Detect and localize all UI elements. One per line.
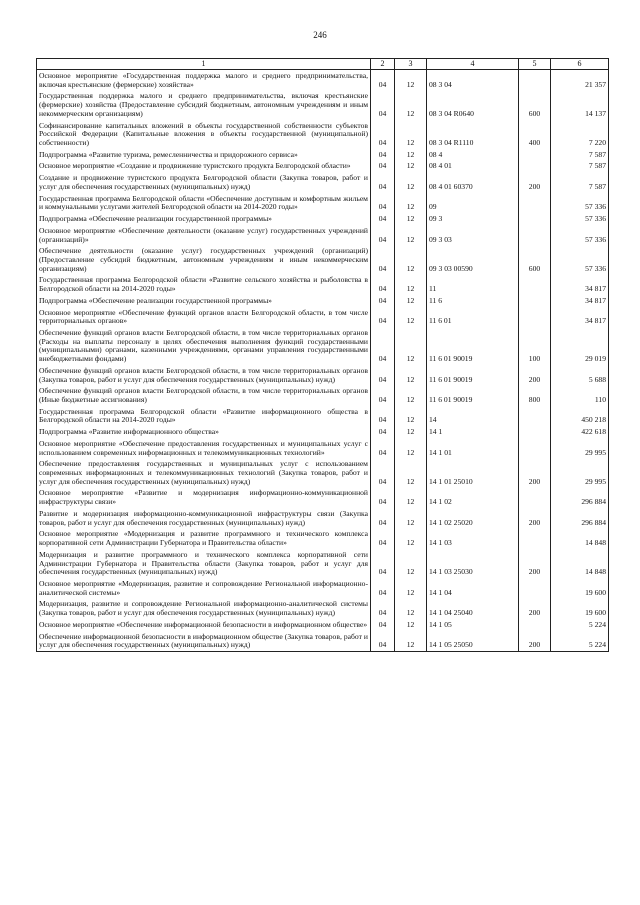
row-target-code: 08 4 01 60370 bbox=[427, 172, 519, 192]
row-amount: 296 884 bbox=[551, 487, 609, 507]
row-amount: 57 336 bbox=[551, 245, 609, 274]
table-row bbox=[37, 149, 609, 161]
row-subsection: 12 bbox=[395, 406, 427, 426]
row-amount: 14 137 bbox=[551, 90, 609, 119]
row-name: Обеспечение функций органов власти Белгородской области, в том числе территориальных органов (Расходы на выплаты персоналу в целях обеспечения выполнения функций государственными (муниципальными) органами, казенными учреждениями, органами управления государственными внебюджетными фондами) bbox=[37, 327, 371, 365]
row-amount: 14 848 bbox=[551, 528, 609, 548]
row-subsection: 12 bbox=[395, 160, 427, 172]
row-subsection: 12 bbox=[395, 528, 427, 548]
row-amount: 19 600 bbox=[551, 578, 609, 598]
row-target-code: 11 6 bbox=[427, 295, 519, 307]
row-expense-type: 200 bbox=[519, 598, 551, 618]
row-amount: 14 848 bbox=[551, 549, 609, 578]
row-amount: 110 bbox=[551, 385, 609, 405]
budget-table bbox=[36, 58, 609, 652]
row-expense-type: 200 bbox=[519, 458, 551, 487]
row-expense-type: 200 bbox=[519, 508, 551, 528]
row-name: Модернизация и развитие программного и технического комплекса корпоративной сети Администрации Губернатора и Правительства области (Закупка товаров, работ и услуг для обеспечения государственных (муниципальных) нужд) bbox=[37, 549, 371, 578]
row-subsection: 12 bbox=[395, 120, 427, 149]
header-col-1: 1 bbox=[37, 59, 371, 70]
row-subsection: 12 bbox=[395, 578, 427, 598]
row-section: 04 bbox=[371, 193, 395, 213]
row-amount: 5 224 bbox=[551, 619, 609, 631]
row-subsection: 12 bbox=[395, 307, 427, 327]
table-row bbox=[37, 225, 609, 245]
row-section: 04 bbox=[371, 458, 395, 487]
row-amount: 34 817 bbox=[551, 307, 609, 327]
row-name: Государственная программа Белгородской области «Развитие информационного общества в Белгородской области на 2014-2020 годы» bbox=[37, 406, 371, 426]
table-row bbox=[37, 619, 609, 631]
row-target-code: 14 bbox=[427, 406, 519, 426]
row-name: Основное мероприятие «Государственная поддержка малого и среднего предпринимательства, включая крестьянские (фермерские) хозяйства» bbox=[37, 70, 371, 91]
row-subsection: 12 bbox=[395, 549, 427, 578]
row-subsection: 12 bbox=[395, 385, 427, 405]
row-target-code: 14 1 02 bbox=[427, 487, 519, 507]
row-amount: 29 019 bbox=[551, 327, 609, 365]
table-row bbox=[37, 406, 609, 426]
header-col-6: 6 bbox=[551, 59, 609, 70]
row-section: 04 bbox=[371, 631, 395, 652]
row-target-code: 14 1 01 bbox=[427, 438, 519, 458]
row-target-code: 11 6 01 90019 bbox=[427, 327, 519, 365]
row-expense-type bbox=[519, 213, 551, 225]
row-target-code: 11 6 01 bbox=[427, 307, 519, 327]
table-header-row bbox=[37, 59, 609, 70]
row-expense-type: 100 bbox=[519, 327, 551, 365]
row-name: Основное мероприятие «Обеспечение деятельности (оказание услуг) государственных учреждений (организаций)» bbox=[37, 225, 371, 245]
row-expense-type bbox=[519, 193, 551, 213]
table-row bbox=[37, 631, 609, 652]
row-name: Обеспечение информационной безопасности в информационном обществе (Закупка товаров, работ и услуг для обеспечения государственных (муниципальных) нужд) bbox=[37, 631, 371, 652]
row-section: 04 bbox=[371, 213, 395, 225]
row-section: 04 bbox=[371, 327, 395, 365]
table-row bbox=[37, 458, 609, 487]
row-subsection: 12 bbox=[395, 245, 427, 274]
row-name: Обеспечение функций органов власти Белгородской области, в том числе территориальных органов (Закупка товаров, работ и услуг для обеспечения государственных (муниципальных) нужд) bbox=[37, 365, 371, 385]
row-target-code: 08 4 01 bbox=[427, 160, 519, 172]
row-amount: 29 995 bbox=[551, 458, 609, 487]
row-target-code: 14 1 01 25010 bbox=[427, 458, 519, 487]
row-section: 04 bbox=[371, 90, 395, 119]
row-target-code: 14 1 05 25050 bbox=[427, 631, 519, 652]
row-target-code: 11 6 01 90019 bbox=[427, 365, 519, 385]
row-subsection: 12 bbox=[395, 274, 427, 294]
row-target-code: 14 1 04 bbox=[427, 578, 519, 598]
row-amount: 57 336 bbox=[551, 225, 609, 245]
row-name: Государственная программа Белгородской области «Обеспечение доступным и комфортным жильем и коммунальными услугами жителей Белгородской области на 2014-2020 годы» bbox=[37, 193, 371, 213]
row-expense-type: 600 bbox=[519, 90, 551, 119]
row-amount: 5 688 bbox=[551, 365, 609, 385]
row-section: 04 bbox=[371, 619, 395, 631]
row-subsection: 12 bbox=[395, 295, 427, 307]
row-target-code: 08 3 04 bbox=[427, 70, 519, 91]
row-section: 04 bbox=[371, 295, 395, 307]
row-section: 04 bbox=[371, 120, 395, 149]
row-subsection: 12 bbox=[395, 598, 427, 618]
row-expense-type bbox=[519, 406, 551, 426]
row-name: Обеспечение предоставления государственных и муниципальных услуг с использованием современных информационных и телекоммуникационных технологий (Закупка товаров, работ и услуг для обеспечения государственных (муниципальных) нужд) bbox=[37, 458, 371, 487]
row-section: 04 bbox=[371, 149, 395, 161]
row-expense-type bbox=[519, 426, 551, 438]
row-expense-type bbox=[519, 528, 551, 548]
row-name: Развитие и модернизация информационно-коммуникационной инфраструктуры связи (Закупка товаров, работ и услуг для обеспечения государственных (муниципальных) нужд) bbox=[37, 508, 371, 528]
table-body bbox=[37, 70, 609, 652]
table-row bbox=[37, 274, 609, 294]
row-name: Подпрограмма «Обеспечение реализации государственной программы» bbox=[37, 213, 371, 225]
row-amount: 21 357 bbox=[551, 70, 609, 91]
row-section: 04 bbox=[371, 160, 395, 172]
table-row bbox=[37, 549, 609, 578]
row-name: Государственная поддержка малого и среднего предпринимательства, включая крестьянские (фермерские) хозяйства (Предоставление субсидий бюджетным, автономным учреждениям и иным некоммерческим организациям) bbox=[37, 90, 371, 119]
row-section: 04 bbox=[371, 365, 395, 385]
row-target-code: 11 bbox=[427, 274, 519, 294]
table-row bbox=[37, 528, 609, 548]
table-row bbox=[37, 327, 609, 365]
row-name: Основное мероприятие «Обеспечение функций органов власти Белгородской области, в том числе территориальных органов» bbox=[37, 307, 371, 327]
table-row bbox=[37, 598, 609, 618]
row-section: 04 bbox=[371, 307, 395, 327]
header-col-5: 5 bbox=[519, 59, 551, 70]
row-amount: 34 817 bbox=[551, 274, 609, 294]
table-row bbox=[37, 193, 609, 213]
row-amount: 450 218 bbox=[551, 406, 609, 426]
row-target-code: 14 1 03 25030 bbox=[427, 549, 519, 578]
row-section: 04 bbox=[371, 487, 395, 507]
row-subsection: 12 bbox=[395, 225, 427, 245]
row-amount: 29 995 bbox=[551, 438, 609, 458]
row-section: 04 bbox=[371, 549, 395, 578]
row-amount: 7 587 bbox=[551, 172, 609, 192]
table-row bbox=[37, 245, 609, 274]
row-name: Подпрограмма «Развитие туризма, ремесленничества и придорожного сервиса» bbox=[37, 149, 371, 161]
row-target-code: 11 6 01 90019 bbox=[427, 385, 519, 405]
header-col-4: 4 bbox=[427, 59, 519, 70]
row-section: 04 bbox=[371, 406, 395, 426]
table-row bbox=[37, 438, 609, 458]
row-target-code: 14 1 05 bbox=[427, 619, 519, 631]
table-row bbox=[37, 487, 609, 507]
row-name: Основное мероприятие «Развитие и модернизация информационно-коммуникационной инфраструктуры связи» bbox=[37, 487, 371, 507]
row-name: Обеспечение деятельности (оказание услуг) государственных учреждений (организаций) (Предоставление субсидий бюджетным, автономным учреждениям и иным некоммерческим организациям) bbox=[37, 245, 371, 274]
table-row bbox=[37, 295, 609, 307]
table-row bbox=[37, 365, 609, 385]
table-row bbox=[37, 213, 609, 225]
row-expense-type: 600 bbox=[519, 245, 551, 274]
row-amount: 7 587 bbox=[551, 149, 609, 161]
row-subsection: 12 bbox=[395, 438, 427, 458]
page-number: 246 bbox=[313, 30, 327, 40]
table-row bbox=[37, 120, 609, 149]
row-expense-type: 200 bbox=[519, 549, 551, 578]
row-expense-type bbox=[519, 487, 551, 507]
row-expense-type: 800 bbox=[519, 385, 551, 405]
row-expense-type bbox=[519, 307, 551, 327]
header-col-3: 3 bbox=[395, 59, 427, 70]
row-section: 04 bbox=[371, 426, 395, 438]
row-subsection: 12 bbox=[395, 508, 427, 528]
row-target-code: 08 3 04 R0640 bbox=[427, 90, 519, 119]
row-subsection: 12 bbox=[395, 631, 427, 652]
row-section: 04 bbox=[371, 578, 395, 598]
row-target-code: 09 3 03 bbox=[427, 225, 519, 245]
row-subsection: 12 bbox=[395, 619, 427, 631]
row-section: 04 bbox=[371, 172, 395, 192]
row-section: 04 bbox=[371, 598, 395, 618]
row-subsection: 12 bbox=[395, 193, 427, 213]
row-subsection: 12 bbox=[395, 426, 427, 438]
row-amount: 19 600 bbox=[551, 598, 609, 618]
row-expense-type bbox=[519, 225, 551, 245]
row-section: 04 bbox=[371, 528, 395, 548]
row-name: Основное мероприятие «Создание и продвижение туристского продукта Белгородской области» bbox=[37, 160, 371, 172]
row-section: 04 bbox=[371, 438, 395, 458]
row-subsection: 12 bbox=[395, 149, 427, 161]
row-subsection: 12 bbox=[395, 327, 427, 365]
row-target-code: 14 1 03 bbox=[427, 528, 519, 548]
row-section: 04 bbox=[371, 245, 395, 274]
row-target-code: 09 3 bbox=[427, 213, 519, 225]
header-col-2: 2 bbox=[371, 59, 395, 70]
row-target-code: 08 4 bbox=[427, 149, 519, 161]
table-row bbox=[37, 307, 609, 327]
row-expense-type bbox=[519, 160, 551, 172]
row-name: Подпрограмма «Развитие информационного общества» bbox=[37, 426, 371, 438]
row-expense-type: 400 bbox=[519, 120, 551, 149]
row-name: Подпрограмма «Обеспечение реализации государственной программы» bbox=[37, 295, 371, 307]
row-target-code: 14 1 bbox=[427, 426, 519, 438]
row-name: Софинансирование капитальных вложений в объекты государственной собственности субъектов Российской Федерации (Капитальные вложения в объекты государственной (муниципальной) собственности) bbox=[37, 120, 371, 149]
row-amount: 7 220 bbox=[551, 120, 609, 149]
row-amount: 5 224 bbox=[551, 631, 609, 652]
row-name: Создание и продвижение туристского продукта Белгородской области (Закупка товаров, работ и услуг для обеспечения государственных (муниципальных) нужд) bbox=[37, 172, 371, 192]
row-name: Основное мероприятие «Модернизация, развитие и сопровождение Региональной информационно-аналитической системы» bbox=[37, 578, 371, 598]
row-section: 04 bbox=[371, 225, 395, 245]
row-expense-type: 200 bbox=[519, 172, 551, 192]
row-subsection: 12 bbox=[395, 70, 427, 91]
row-name: Основное мероприятие «Модернизация и развитие программного и технического комплекса корпоративной сети Администрации Губернатора и Правительства области» bbox=[37, 528, 371, 548]
row-target-code: 09 bbox=[427, 193, 519, 213]
row-section: 04 bbox=[371, 70, 395, 91]
row-expense-type bbox=[519, 438, 551, 458]
row-expense-type bbox=[519, 70, 551, 91]
row-section: 04 bbox=[371, 274, 395, 294]
row-subsection: 12 bbox=[395, 90, 427, 119]
table-row bbox=[37, 90, 609, 119]
row-amount: 57 336 bbox=[551, 213, 609, 225]
row-amount: 422 618 bbox=[551, 426, 609, 438]
table-row bbox=[37, 172, 609, 192]
row-expense-type bbox=[519, 295, 551, 307]
table-row bbox=[37, 385, 609, 405]
row-target-code: 14 1 04 25040 bbox=[427, 598, 519, 618]
row-name: Обеспечение функций органов власти Белгородской области, в том числе территориальных органов (Иные бюджетные ассигнования) bbox=[37, 385, 371, 405]
row-amount: 7 587 bbox=[551, 160, 609, 172]
table-row bbox=[37, 508, 609, 528]
row-amount: 34 817 bbox=[551, 295, 609, 307]
row-expense-type bbox=[519, 578, 551, 598]
row-expense-type: 200 bbox=[519, 631, 551, 652]
table-row bbox=[37, 426, 609, 438]
row-name: Модернизация, развитие и сопровождение Региональной информационно-аналитической системы (Закупка товаров, работ и услуг для обеспечения государственных (муниципальных) нужд) bbox=[37, 598, 371, 618]
table-row bbox=[37, 160, 609, 172]
row-target-code: 08 3 04 R1110 bbox=[427, 120, 519, 149]
row-amount: 57 336 bbox=[551, 193, 609, 213]
row-subsection: 12 bbox=[395, 487, 427, 507]
row-expense-type: 200 bbox=[519, 365, 551, 385]
row-expense-type bbox=[519, 149, 551, 161]
row-amount: 296 884 bbox=[551, 508, 609, 528]
row-subsection: 12 bbox=[395, 365, 427, 385]
row-name: Основное мероприятие «Обеспечение предоставления государственных и муниципальных услуг с использованием современных информационных и телекоммуникационных технологий» bbox=[37, 438, 371, 458]
row-section: 04 bbox=[371, 385, 395, 405]
row-expense-type bbox=[519, 619, 551, 631]
row-target-code: 14 1 02 25020 bbox=[427, 508, 519, 528]
row-subsection: 12 bbox=[395, 213, 427, 225]
row-target-code: 09 3 03 00590 bbox=[427, 245, 519, 274]
row-subsection: 12 bbox=[395, 458, 427, 487]
row-section: 04 bbox=[371, 508, 395, 528]
table-row bbox=[37, 70, 609, 91]
row-expense-type bbox=[519, 274, 551, 294]
row-name: Государственная программа Белгородской области «Развитие сельского хозяйства и рыболовства в Белгородской области на 2014-2020 годы» bbox=[37, 274, 371, 294]
table-row bbox=[37, 578, 609, 598]
row-name: Основное мероприятие «Обеспечение информационной безопасности в информационном обществе» bbox=[37, 619, 371, 631]
row-subsection: 12 bbox=[395, 172, 427, 192]
